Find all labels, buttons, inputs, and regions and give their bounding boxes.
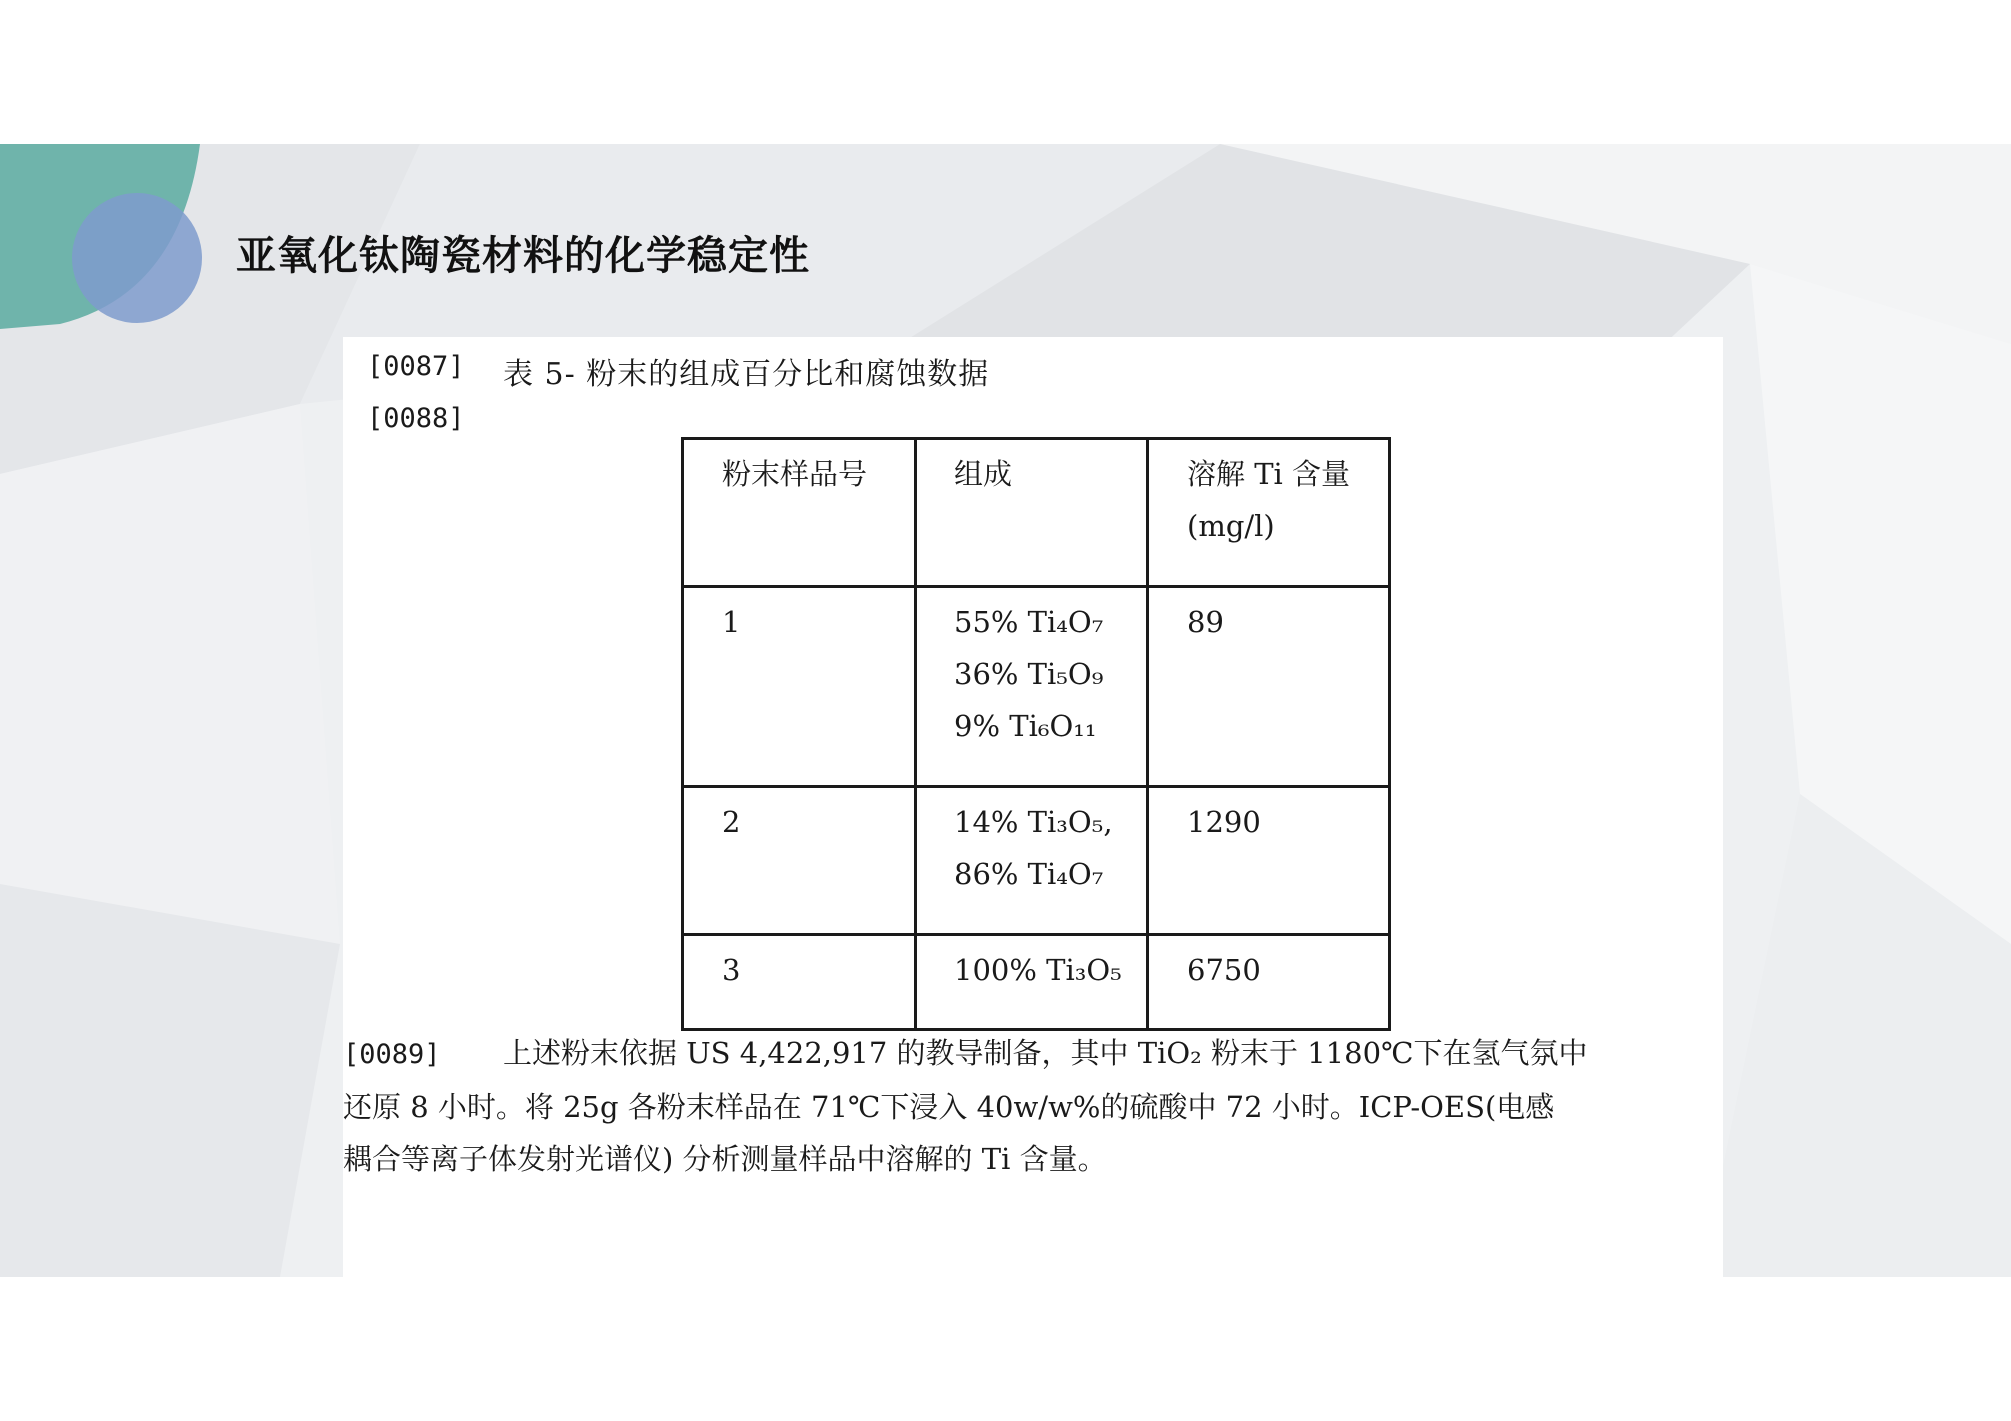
cell-composition: 55% Ti₄O₇ 36% Ti₅O₉ 9% Ti₆O₁₁ — [916, 587, 1148, 787]
cell-composition: 100% Ti₃O₅ — [916, 935, 1148, 1030]
header-dissolved-ti: 溶解 Ti 含量 (mg/l) — [1148, 439, 1390, 587]
header-composition: 组成 — [916, 439, 1148, 587]
cell-dissolved-ti: 1290 — [1148, 787, 1390, 935]
table-row — [683, 787, 1390, 935]
patent-excerpt — [343, 337, 1723, 1277]
table-row — [683, 935, 1390, 1030]
paragraph-number: [0089] — [343, 1039, 441, 1070]
paragraph-0089 — [343, 1027, 1703, 1185]
paragraph-number: [0088] — [367, 403, 465, 434]
body-line: 耦合等离子体发射光谱仪) 分析测量样品中溶解的 Ti 含量。 — [343, 1142, 1107, 1176]
table-row — [683, 587, 1390, 787]
cell-sample: 2 — [683, 787, 916, 935]
composition-table — [681, 437, 1391, 1031]
cell-dissolved-ti: 6750 — [1148, 935, 1390, 1030]
table-header-row — [683, 439, 1390, 587]
cell-dissolved-ti: 89 — [1148, 587, 1390, 787]
table-caption: 表 5- 粉末的组成百分比和腐蚀数据 — [503, 357, 990, 392]
cell-sample: 1 — [683, 587, 916, 787]
paragraph-number: [0087] — [367, 351, 465, 382]
cell-sample: 3 — [683, 935, 916, 1030]
header-sample: 粉末样品号 — [683, 439, 916, 587]
slide — [0, 144, 2011, 1277]
cell-composition: 14% Ti₃O₅, 86% Ti₄O₇ — [916, 787, 1148, 935]
body-line: 还原 8 小时。将 25g 各粉末样品在 71℃下浸入 40w/w%的硫酸中 72 小时。ICP-OES(电感 — [343, 1090, 1555, 1124]
slide-title: 亚氧化钛陶瓷材料的化学稳定性 — [236, 233, 810, 279]
corner-decoration — [0, 144, 220, 344]
body-line: 上述粉末依据 US 4,422,917 的教导制备，其中 TiO₂ 粉末于 1180℃下在氢气氛中 — [503, 1036, 1588, 1070]
